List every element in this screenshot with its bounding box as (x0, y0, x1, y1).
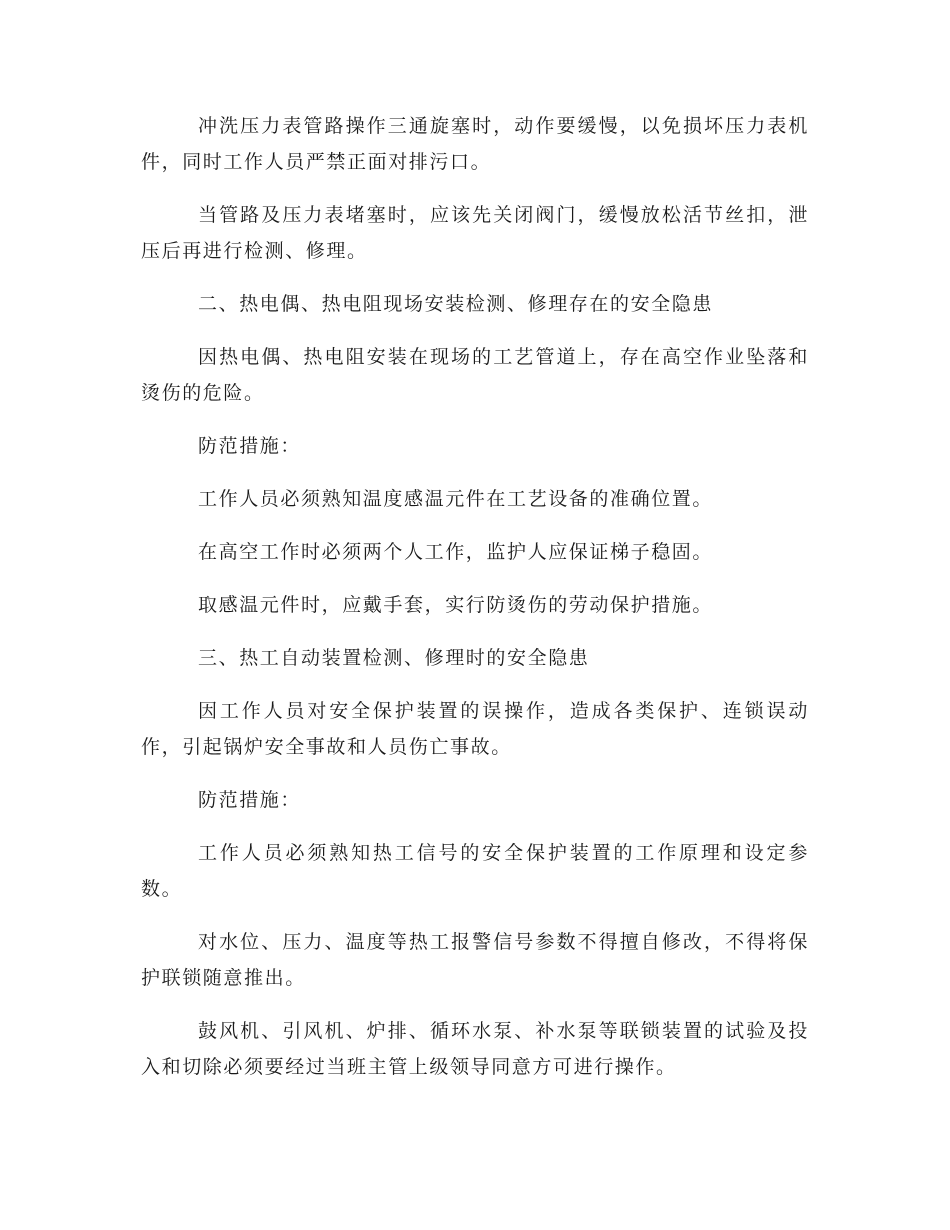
section-heading-automation: 三、热工自动装置检测、修理时的安全隐患 (198, 647, 590, 669)
document-body (141, 108, 809, 1085)
section-heading-thermocouple: 二、热电偶、热电阻现场安装检测、修理存在的安全隐患 (198, 293, 714, 315)
measure-principles: 工作人员必须熟知热工信号的安全保护装置的工作原理和设定参数。 (141, 842, 809, 900)
paragraph-thermocouple-hazard: 因热电偶、热电阻安装在现场的工艺管道上，存在高空作业坠落和烫伤的危险。 (141, 346, 809, 404)
measure-parameters: 对水位、压力、温度等热工报警信号参数不得擅自修改，不得将保护联锁随意推出。 (141, 931, 809, 989)
paragraph-blockage: 当管路及压力表堵塞时，应该先关闭阀门，缓慢放松活节丝扣，泄压后再进行检测、修理。 (141, 204, 809, 262)
measure-location: 工作人员必须熟知温度感温元件在工艺设备的准确位置。 (198, 488, 714, 510)
measure-interlock-approval: 鼓风机、引风机、炉排、循环水泵、补水泵等联锁装置的试验及投入和切除必须要经过当班主管上级领导同意方可进行操作。 (141, 1020, 809, 1078)
measure-two-people: 在高空工作时必须两个人工作，监护人应保证梯子稳固。 (198, 541, 714, 563)
measure-gloves: 取感温元件时，应戴手套，实行防烫伤的劳动保护措施。 (198, 594, 714, 616)
paragraph-flush-valve: 冲洗压力表管路操作三通旋塞时，动作要缓慢，以免损坏压力表机件，同时工作人员严禁正面对排污口。 (141, 115, 809, 173)
measures-label-1: 防范措施： (198, 435, 302, 457)
measures-label-2: 防范措施： (198, 789, 302, 811)
paragraph-automation-hazard: 因工作人员对安全保护装置的误操作，造成各类保护、连锁误动作，引起锅炉安全事故和人员伤亡事故。 (141, 700, 809, 758)
